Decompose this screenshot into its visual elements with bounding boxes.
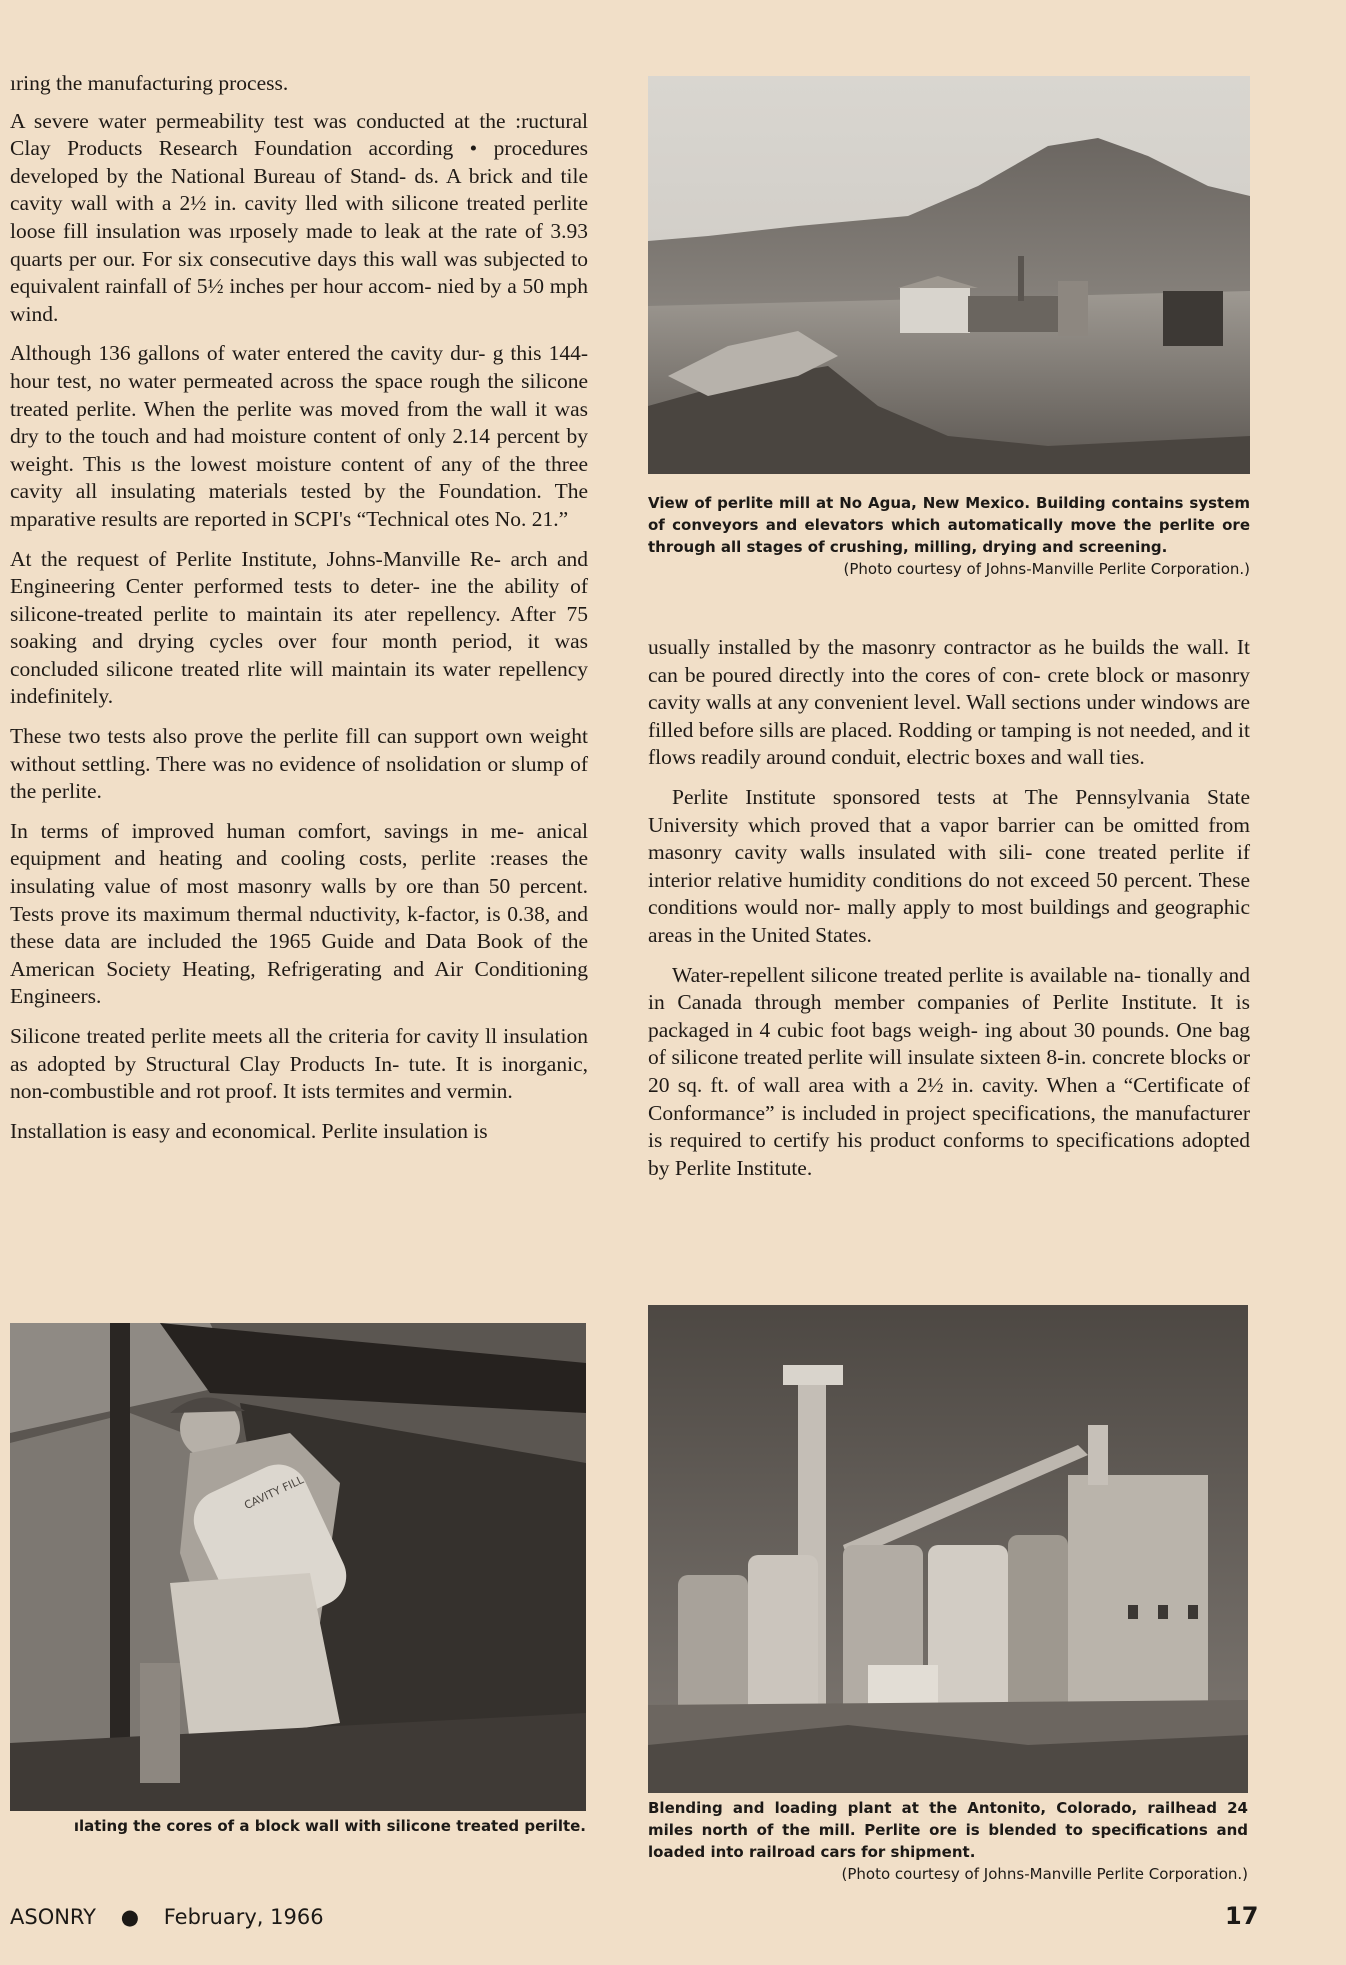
right-paragraph-1: usually installed by the masonry contractor as he builds the wall. It can be poured directly into the cores of con- crete block or masonry cavity walls at any convenient level. Wall sections under windows are filled before sills are placed. Rodding or tamping is not needed, and it flows readily around conduit, electric boxes and wall ties.	[648, 635, 1250, 770]
worker-pouring-photo	[10, 1323, 586, 1811]
worker-photo-caption	[10, 1815, 586, 1837]
issue-date: February, 1966	[163, 1905, 324, 1929]
footer-bullet: ●	[120, 1905, 140, 1929]
page-number: 17	[1225, 1902, 1259, 1930]
worker-caption-text: ılating the cores of a block wall with silicone treated perilte.	[73, 1817, 586, 1835]
plant-photo-credit: (Photo courtesy of Johns-Manville Perlite Corporation.)	[841, 1865, 1248, 1883]
left-paragraph-8: Installation is easy and economical. Perlite insulation is	[10, 1118, 488, 1143]
left-text-column	[10, 70, 588, 1157]
right-paragraph-3: Water-repellent silicone treated perlite is available na- tionally and in Canada through member companies of Perlite Institute. It is packaged in 4 cubic foot bags weigh- ing about 30 pounds. One bag of silicone treated perlite will insulate sixteen 8-in. concrete blocks or 20 sq. ft. of wall area with a 2½ in. cavity. When a “Certificate of Conformance” is included in project specifications, the manufacturer is required to certify his product conforms to specifications adopted by Perlite Institute.	[648, 962, 1250, 1180]
mill-photo-caption	[648, 492, 1250, 580]
mill-photo-credit: (Photo courtesy of Johns-Manville Perlite Corporation.)	[843, 560, 1250, 578]
loading-plant-photo	[648, 1305, 1248, 1793]
left-paragraph-2: A severe water permeability test was conducted at the :ructural Clay Products Research Foundation according • procedures developed by the National Bureau of Stand- ds. A brick and tile cavity wall with a 2½ in. cavity lled with silicone treated perlite loose fill insulation was ırposely made to leak at the rate of 3.93 quarts per our. For six consecutive days this wall was subjected to equivalent rainfall of 5½ inches per hour accom- nied by a 50 mph wind.	[10, 108, 588, 326]
left-paragraph-3: Although 136 gallons of water entered the cavity dur- g this 144-hour test, no water permeated across the space rough the silicone treated perlite. When the perlite was moved from the wall it was dry to the touch and had moisture content of only 2.14 percent by weight. This ıs the lowest moisture content of any of the three cavity all insulating materials tested by the Foundation. The mparative results are reported in SCPI's “Technical otes No. 21.”	[10, 341, 588, 531]
plant-photo-caption	[648, 1797, 1248, 1885]
bag-label-text: CAVITY FILL	[242, 1473, 306, 1513]
left-paragraph-5: These two tests also prove the perlite fill can support own weight without settling. There was no evidence of nsolidation or slump of the perlite.	[10, 724, 588, 804]
left-paragraph-1: ıring the manufacturing process.	[10, 71, 289, 95]
plant-caption-text: Blending and loading plant at the Antonito, Colorado, railhead 24 miles north of the mill. Perlite ore is blended to specifications and loaded into railroad cars for shipment.	[648, 1799, 1248, 1861]
page-footer	[10, 1905, 324, 1929]
right-paragraph-2: Perlite Institute sponsored tests at The Pennsylvania State University which proved that a vapor barrier can be omitted from masonry cavity walls insulated with sili- cone treated perlite if interior relative humidity conditions do not exceed 50 percent. These conditions would nor- mally apply to most buildings and geographic areas in the United States.	[648, 784, 1250, 947]
left-paragraph-6: In terms of improved human comfort, savings in me- anical equipment and heating and cooling costs, perlite :reases the insulating value of most masonry walls by ore than 50 percent. Tests prove its maximum thermal nductivity, k-factor, is 0.38, and these data are included the 1965 Guide and Data Book of the American Society Heating, Refrigerating and Air Conditioning Engineers.	[10, 818, 588, 1009]
perlite-mill-photo	[648, 76, 1250, 474]
magazine-name: ASONRY	[10, 1905, 97, 1929]
left-paragraph-7: Silicone treated perlite meets all the criteria for cavity ll insulation as adopted by Structural Clay Products In- tute. It is inorganic, non-combustible and rot proof. It ists termites and vermin.	[10, 1024, 588, 1104]
left-paragraph-4: At the request of Perlite Institute, Johns-Manville Re- arch and Engineering Center performed tests to deter- ine the ability of silicone-treated perlite to maintain its ater repellency. After 75 soaking and drying cycles over four month period, it was concluded silicone treated rlite will maintain its water repellency indefinitely.	[10, 546, 588, 709]
right-text-column	[648, 634, 1250, 1194]
mill-caption-text: View of perlite mill at No Agua, New Mexico. Building contains system of conveyors and elevators which automatically move the perlite ore through all stages of crushing, milling, drying and screening.	[648, 494, 1250, 556]
